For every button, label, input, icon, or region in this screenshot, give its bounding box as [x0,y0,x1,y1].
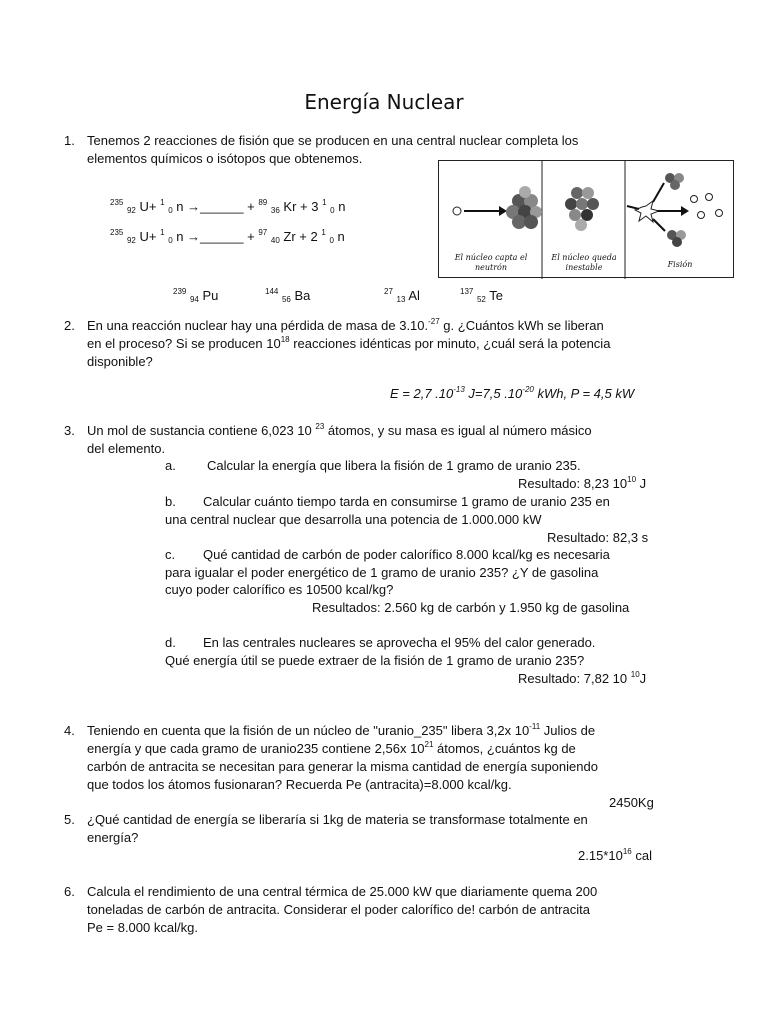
question-2-answer: E = 2,7 $.10^{-13}$ J=7,5 $.10^{-20}$ kWh, P = 4,5 kW [390,385,635,401]
caption-unstable: El núcleo queda inestable [551,253,617,272]
question-5-answer: $2.15*10^{16}$ cal [578,847,652,863]
question-6-line-3: Pe = 8.000 kcal/kg. [87,920,198,935]
question-3a-result: Resultado: 8,23 $10^{10}$ J [518,475,647,491]
question-6-line-2: toneladas de carbón de antracita. Considerar el poder calorífico de! carbón de antracita [87,902,590,917]
isotope-al: $^{27}$ $_{13}$ Al [384,287,420,304]
question-3b-label: b. [165,494,176,509]
reaction-1: $^{235}$ $_{92}$ U+ $^1$ $_0$ n →______ + $^{89}$ $_{36}$ Kr + 3 $^1$ $_0$ n [110,198,346,215]
fission-fragments-icon [627,173,723,247]
question-4-line-4: que todos los átomos fusionaran? Recuerda Pe (antracita)=8.000 kcal/kg. [87,777,512,792]
isotope-ba: $^{144}$ $_{56}$ Ba [265,287,311,304]
question-3c-line-3: cuyo poder calorífico es 10500 kcal/kg? [165,582,394,597]
isotope-pu: $^{239}$ $_{94}$ Pu [173,287,219,304]
question-3c-label: c. [165,547,176,562]
question-3c-result: Resultados: 2.560 kg de carbón y 1.950 kg de gasolina [312,600,630,615]
question-3d-result: Resultado: 7,82 10 $^{10}$J [518,670,647,686]
question-1-number: 1. [64,133,75,148]
question-2-line-1: En una reacción nuclear hay una pérdida de masa de 3.10.$^{-27}$ g. ¿Cuántos kWh se liberan [87,317,604,333]
question-3-line-2: del elemento. [87,441,166,456]
question-5-line-1: ¿Qué cantidad de energía se liberaría si 1kg de materia se transformase totalmente en [87,812,588,827]
isotope-te: $^{137}$ $_{52}$ Te [460,287,504,304]
question-2-line-2: en el proceso? Si se producen $10^{18}$ reacciones idénticas por minuto, ¿cuál será la potencia [87,335,611,351]
question-4-number: 4. [64,723,75,738]
question-3a-text: Calcular la energía que libera la fisión de 1 gramo de uranio 235. [207,458,581,473]
question-3c-line-1: Qué cantidad de carbón de poder calorífico 8.000 kcal/kg es necesaria [203,547,610,562]
unstable-nucleus-icon [565,187,599,231]
reaction-2: $^{235}$ $_{92}$ U+ $^1$ $_0$ n →______ + $^{97}$ $_{40}$ Zr + 2 $^1$ $_0$ n [110,228,345,245]
neutron-icon [453,207,461,215]
question-3b-line-2: una central nuclear que desarrolla una potencia de 1.000.000 kW [165,512,542,527]
question-3b-line-1: Calcular cuánto tiempo tarda en consumirse 1 gramo de uranio 235 en [203,494,610,509]
question-4-line-2: energía y que cada gramo de uranio235 contiene 2,56x $10^{21}$ átomos, ¿cuántos kg de [87,740,576,756]
question-3d-line-1: En las centrales nucleares se aprovecha el 95% del calor generado. [203,635,596,650]
question-2-line-3: disponible? [87,354,153,369]
question-1-line-2: elementos químicos o isótopos que obtenemos. [87,151,363,166]
question-5-number: 5. [64,812,75,827]
page-title: Energía Nuclear [304,90,464,114]
question-3d-line-2: Qué energía útil se puede extraer de la fisión de 1 gramo de uranio 235? [165,653,585,668]
caption-fission: Fisión [667,260,693,269]
question-4-line-1: Teniendo en cuenta que la fisión de un núcleo de "uranio_235" libera 3,2x $10^{-11}$ Julios de [87,722,596,738]
question-3-line-1: Un mol de sustancia contiene 6,023 10 $^{23}$ átomos, y su masa es igual al número másico [87,422,592,438]
question-3c-line-2: para igualar el poder energético de 1 gramo de uranio 235? ¿Y de gasolina [165,565,599,580]
question-6-number: 6. [64,884,75,899]
caption-capture: El núcleo capta el neutrón [454,253,528,272]
question-1-line-1: Tenemos 2 reacciones de fisión que se producen en una central nuclear completa los [87,133,579,148]
question-3b-result: Resultado: 82,3 s [547,530,649,545]
question-4-line-3: carbón de antracita se necesitan para generar la misma cantidad de energía suponiendo [87,759,598,774]
nucleus-icon [506,186,542,229]
question-2-number: 2. [64,318,75,333]
question-6-line-1: Calcula el rendimiento de una central térmica de 25.000 kW que diariamente quema 200 [87,884,598,899]
question-3a-label: a. [165,458,176,473]
question-3-number: 3. [64,423,75,438]
question-4-answer: 2450Kg [609,795,654,810]
question-3d-label: d. [165,635,176,650]
fission-diagram [438,160,734,278]
question-5-line-2: energía? [87,830,139,845]
